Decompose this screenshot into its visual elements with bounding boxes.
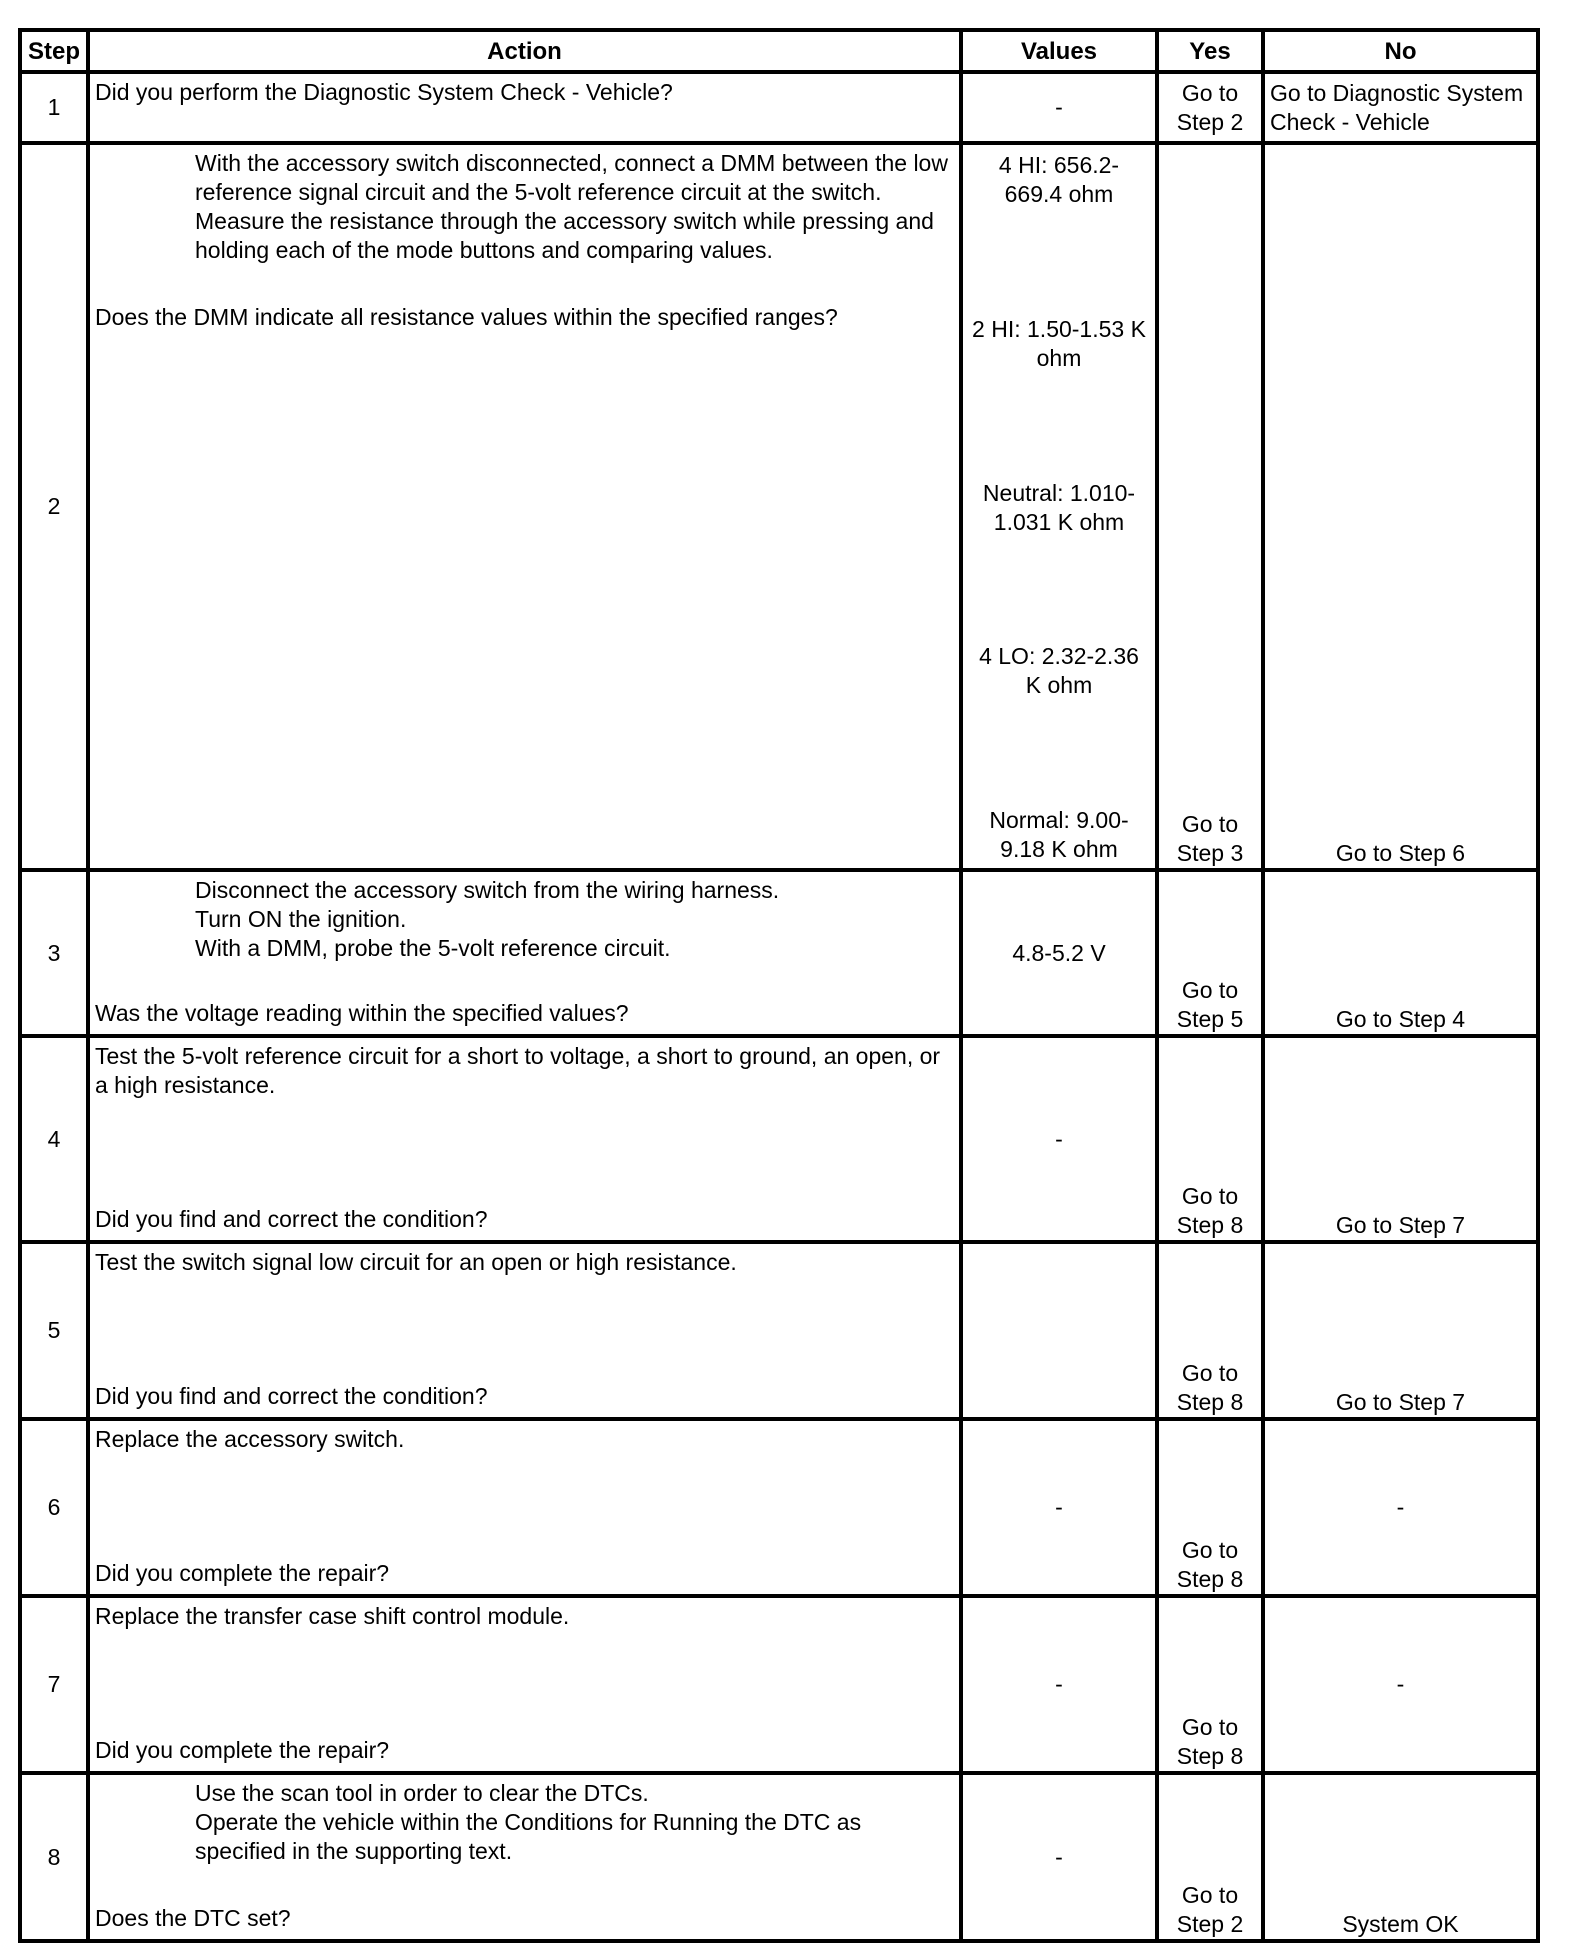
table-row [20,1242,1538,1419]
header-no: No [1263,30,1538,72]
value-4hi: 4 HI: 656.2-669.4 ohm [998,152,1120,207]
action-question: Did you complete the repair? [95,1560,390,1586]
step-number: 2 [20,143,88,870]
step-number: 5 [20,1242,88,1419]
header-values: Values [961,30,1157,72]
action-question: Does the DTC set? [95,1905,291,1931]
action-question: Did you find and correct the condition? [95,1206,488,1232]
value-neutral: Neutral: 1.010-1.031 K ohm [982,479,1136,535]
table-row [20,1773,1538,1941]
table-row [20,1596,1538,1773]
no-cell: Go to Step 4 [1263,870,1538,1036]
table-row [20,1036,1538,1242]
value-2hi: 2 HI: 1.50-1.53 K ohm [972,315,1146,371]
action-text: Did you perform the Diagnostic System Check - Vehicle? [95,79,673,105]
action-text: Test the switch signal low circuit for an open or high resistance. [95,1249,737,1275]
yes-cell: Go to Step 8 [1157,1242,1263,1419]
yes-cell: Go to Step 5 [1157,870,1263,1036]
step-number: 6 [20,1419,88,1596]
action-text: With a DMM, probe the 5-volt reference circuit. [195,935,671,961]
value-4lo: 4 LO: 2.32-2.36 K ohm [979,643,1139,699]
values-cell: - [961,1036,1157,1242]
values-cell: - [961,1419,1157,1596]
no-cell: - [1263,1419,1538,1596]
yes-cell: Go to Step 2 [1157,72,1263,143]
values-cell [961,1242,1157,1419]
header-step: Step [20,30,88,72]
diagnostic-table [18,28,1540,1943]
yes-cell: Go to Step 8 [1157,1036,1263,1242]
step-number: 4 [20,1036,88,1242]
header-row [20,30,1538,72]
no-cell: Go to Step 7 [1263,1036,1538,1242]
action-question: Was the voltage reading within the specified values? [95,1000,629,1026]
step-number: 7 [20,1596,88,1773]
header-action: Action [88,30,961,72]
action-text: Turn ON the ignition. [195,906,407,932]
action-text: Disconnect the accessory switch from the wiring harness. [195,877,780,903]
yes-cell: Go to Step 8 [1157,1596,1263,1773]
action-text: Operate the vehicle within the Conditions for Running the DTC as specified in the supporting text. [195,1809,862,1864]
no-cell: System OK [1263,1773,1538,1941]
values-cell: 4.8-5.2 V [961,870,1157,1036]
no-cell: Go to Diagnostic System Check - Vehicle [1263,72,1538,143]
action-text: Replace the transfer case shift control module. [95,1603,570,1629]
step-number: 8 [20,1773,88,1941]
yes-cell: Go to Step 3 [1157,143,1263,870]
action-text: Use the scan tool in order to clear the DTCs. [195,1780,649,1806]
table-row [20,1419,1538,1596]
action-question: Did you find and correct the condition? [95,1383,488,1409]
no-cell: Go to Step 7 [1263,1242,1538,1419]
no-cell: - [1263,1596,1538,1773]
action-text: Replace the accessory switch. [95,1426,405,1452]
values-cell: - [961,1596,1157,1773]
yes-cell: Go to Step 2 [1157,1773,1263,1941]
action-question: Did you complete the repair? [95,1737,390,1763]
value-normal: Normal: 9.00-9.18 K ohm [989,807,1129,862]
header-yes: Yes [1157,30,1263,72]
action-text: Test the 5-volt reference circuit for a short to voltage, a short to ground, an open, or a high resistance. [95,1043,941,1098]
no-cell: Go to Step 6 [1263,143,1538,870]
table-row [20,72,1538,143]
action-text: Measure the resistance through the accessory switch while pressing and holding each of the mode buttons and comparing values. [195,208,934,263]
values-cell: - [961,1773,1157,1941]
values-cell: - [961,72,1157,143]
table-row [20,870,1538,1036]
action-question: Does the DMM indicate all resistance values within the specified ranges? [95,304,838,330]
yes-cell: Go to Step 8 [1157,1419,1263,1596]
step-number: 3 [20,870,88,1036]
step-number: 1 [20,72,88,143]
table-row [20,143,1538,870]
action-text: With the accessory switch disconnected, connect a DMM between the low reference signal circuit and the 5-volt reference circuit at the switch. [195,150,948,205]
